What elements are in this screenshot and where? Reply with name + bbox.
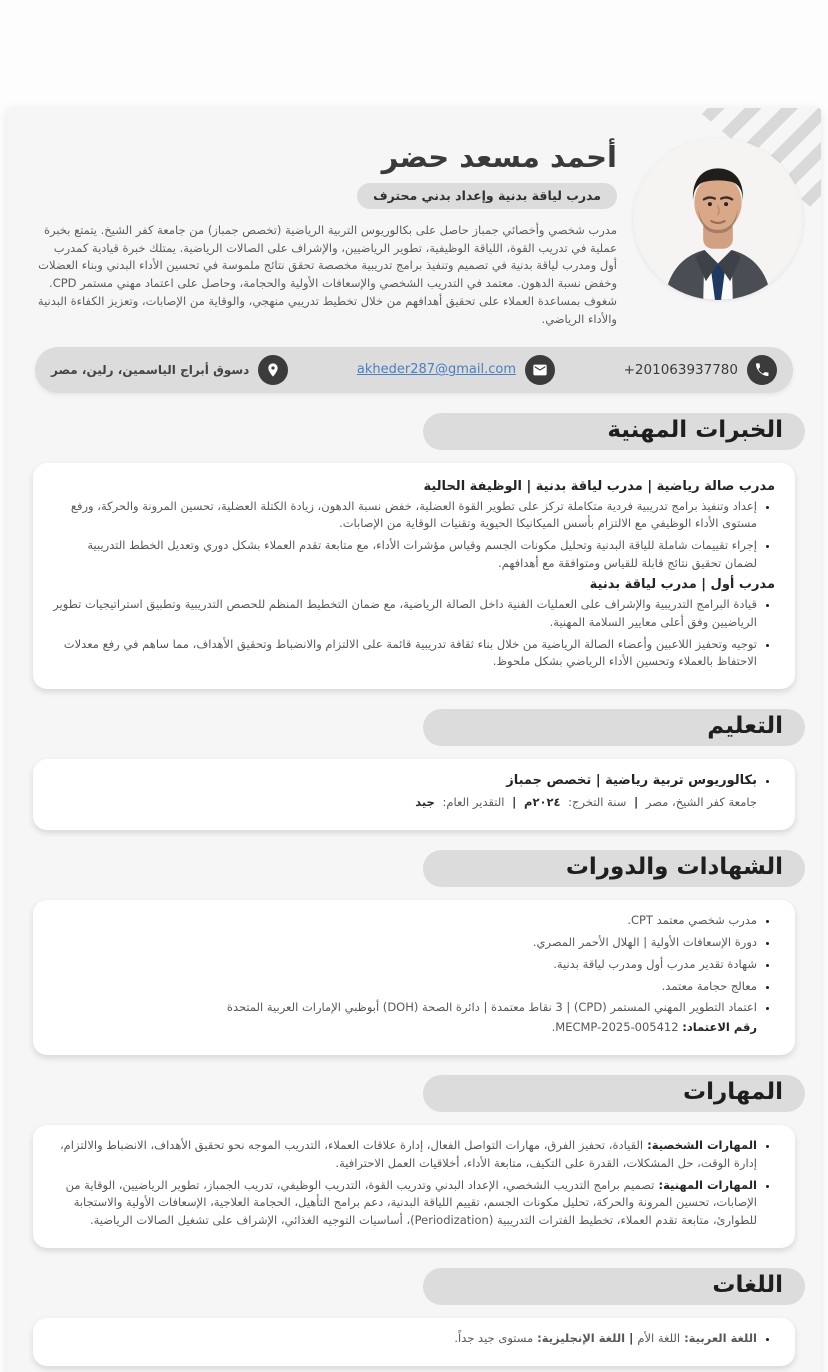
- phone-number: +201063937780: [623, 361, 738, 378]
- cv-header: [7, 108, 821, 329]
- contact-email: [357, 355, 555, 385]
- contact-bar: [35, 347, 793, 393]
- phone-glyph: [754, 362, 770, 378]
- cv-page: [7, 108, 821, 1372]
- section-languages: [7, 1268, 821, 1366]
- certification-item: • مدرب شخصي معتمد CPT.: [53, 912, 757, 930]
- arabic-label: اللغة العربية:: [684, 1331, 757, 1346]
- candidate-name: أحمد مسعد حضر: [381, 140, 617, 174]
- certification-item: • معالج حجامة معتمد.: [53, 978, 757, 996]
- education-list: [53, 771, 775, 812]
- bullet-item: • إجراء تقييمات شاملة للياقة البدنية وتحليل مكونات الجسم وقياس مؤشرات الأداء، مع متابعة تقدم العملاء بشكل دوري وتعديل الخطط التدريبية لضمان تحقيق نتائج قابلة للقياس ومتوافقة مع أهدافهم.: [53, 537, 757, 573]
- school-name: جامعة كفر الشيخ، مصر: [645, 795, 757, 810]
- degree-details: [53, 794, 757, 812]
- certifications-list: [53, 912, 775, 1037]
- job-bullets: [53, 498, 775, 573]
- grade-value: جيد: [415, 795, 435, 810]
- language-item: [53, 1330, 757, 1348]
- personal-skills-text: القيادة، تحفيز الفرق، مهارات التواصل الفعال، إدارة علاقات العملاء، التدريب الموجه نحو تحقيق الأهداف، الانضباط والالتزام، إدارة الوقت، حل المشكلات، القدرة على التكيف، متابعة الأداء، أخلاقيات العمل الاحترافية.: [59, 1138, 757, 1170]
- bullet-item: • قيادة البرامج التدريبية والإشراف على العمليات الفنية داخل الصالة الرياضية، مع ضمان التخطيط المنظم للحصص التدريبية وتطبيق استراتيجيات تطوير الرياضيين وفق أعلى معايير السلامة المهنية.: [53, 596, 757, 632]
- section-heading-certifications: الشهادات والدورات: [423, 850, 805, 887]
- skills-list: [53, 1137, 775, 1230]
- accreditation-label: رقم الاعتماد:: [682, 1020, 757, 1035]
- section-heading-education: التعليم: [423, 709, 805, 746]
- accreditation-number: MECMP-2025-005412.: [551, 1020, 679, 1035]
- location-pin-glyph: [265, 362, 281, 378]
- contact-phone: [624, 355, 777, 385]
- grade-label: التقدير العام:: [442, 795, 505, 810]
- english-label: اللغة الإنجليزية:: [537, 1331, 626, 1346]
- certification-item: [53, 999, 757, 1037]
- contact-address: [51, 355, 288, 385]
- email-link[interactable]: akheder287@gmail.com: [356, 362, 517, 378]
- job-entry-senior: [53, 577, 775, 671]
- section-heading-languages: اللغات: [423, 1268, 805, 1305]
- section-education: [7, 709, 821, 830]
- degree-title: • بكالوريوس تربية رياضية | تخصص جمباز: [506, 773, 757, 789]
- professional-summary: مدرب شخصي وأخصائي جمباز حاصل على بكالوريوس التربية الرياضية (تخصص جمباز) من جامعة كفر الشيخ. يتمتع بخبرة عملية في تدريب القوة، اللياقة الوظيفية، تطوير الرياضيين، والإشراف على الصالات الرياضية. يمتلك خبرة قيادية كمدرب أول ومدرب لياقة بدنية في تصميم وتنفيذ برامج تدريبية مخصصة تحقق نتائج ملموسة في تحسين الأداء البدني وبناء العضلات وخفض نسبة الدهون. معتمد في التدريب الشخصي والإسعافات الأولية والحجامة، وحاصل على اعتماد مهني مستمر CPD. شغوف بمساعدة العملاء على تحقيق أهدافهم من خلال تخطيط تدريبي منهجي، والوقاية من الإصابات، وتعزيز الكفاءة البدنية والأداء الرياضي.: [37, 222, 617, 326]
- languages-card: [33, 1318, 795, 1366]
- certification-item: • شهادة تقدير مدرب أول ومدرب لياقة بدنية.: [53, 956, 757, 974]
- english-level: مستوى جيد جداً.: [454, 1331, 534, 1346]
- section-experience: [7, 413, 821, 690]
- section-skills: [7, 1075, 821, 1248]
- graduation-label: سنة التخرج:: [568, 795, 627, 810]
- personal-skills-label: المهارات الشخصية:: [647, 1138, 757, 1152]
- certifications-card: [33, 900, 795, 1055]
- header-text-column: [35, 128, 617, 329]
- professional-skills-label: المهارات المهنية:: [658, 1177, 757, 1192]
- certification-item: • دورة الإسعافات الأولية | الهلال الأحمر المصري.: [53, 934, 757, 952]
- location-pin-icon: [258, 355, 288, 385]
- job-title: مدرب أول | مدرب لياقة بدنية: [589, 576, 775, 592]
- job-entry-current: [53, 479, 775, 573]
- job-bullets: [53, 596, 775, 671]
- envelope-glyph: [532, 362, 548, 378]
- arabic-level: اللغة الأم: [637, 1331, 681, 1346]
- job-title-badge: مدرب لياقة بدنية وإعداد بدني محترف: [357, 183, 617, 209]
- separator: |: [634, 795, 639, 810]
- personal-skills-item: [53, 1137, 757, 1173]
- bullet-item: • إعداد وتنفيذ برامج تدريبية فردية متكاملة تركز على تطوير القوة العضلية، خفض نسبة الدهون، زيادة الكتلة العضلية، تحسين المرونة والحركة، ورفع مستوى الأداء الوظيفي مع الالتزام بأسس الميكانيكا الحيوية وتقنيات الوقاية من الإصابات.: [53, 498, 757, 534]
- separator: |: [629, 1331, 634, 1346]
- education-item: [53, 771, 757, 812]
- experience-card: [33, 463, 795, 690]
- skills-card: [33, 1125, 795, 1248]
- section-heading-skills: المهارات: [423, 1075, 805, 1112]
- profile-photo: [633, 138, 803, 300]
- person-avatar-illustration: [633, 138, 803, 300]
- envelope-icon: [525, 355, 555, 385]
- phone-icon: [747, 355, 777, 385]
- education-card: [33, 759, 795, 830]
- professional-skills-item: [53, 1177, 757, 1230]
- graduation-year: ٢٠٢٤م: [524, 795, 561, 810]
- languages-list: [53, 1330, 775, 1348]
- title-badge-row: [35, 183, 617, 209]
- photo-column: [617, 128, 803, 329]
- bullet-item: • توجيه وتحفيز اللاعبين وأعضاء الصالة الرياضية من خلال بناء ثقافة تدريبية قائمة على الالتزام والانضباط وتحقيق الأهداف، مما ساهم في رفع معدلات الاحتفاظ بالعملاء وتحسين الأداء الرياضي بشكل ملحوظ.: [53, 636, 757, 672]
- section-heading-experience: الخبرات المهنية: [423, 413, 805, 450]
- certification-text: اعتماد التطوير المهني المستمر (CPD) | 3 نقاط معتمدة | دائرة الصحة (DOH) أبوظبي الإمارات العربية المتحدة: [226, 1000, 757, 1015]
- separator: |: [512, 795, 517, 810]
- professional-skills-text: تصميم برامج التدريب الشخصي، الإعداد البدني وتدريب القوة، التدريب الوظيفي، تدريب الجمباز، تطوير الرياضيين، الوقاية من الإصابات، تحسين المرونة والحركة، تحليل مكونات الجسم، تقييم اللياقة البدنية، دعم برامج التأهيل، الحجامة العلاجية، الإسعافات الأولية والاستجابة للطوارئ، متابعة تقدم العملاء، تخطيط الفترات التدريبية (Periodization)، أساسيات التوجيه الغذائي، الإشراف على تشغيل الصالات الرياضية.: [65, 1177, 757, 1228]
- accreditation-ref: [53, 1019, 757, 1037]
- job-title: مدرب صالة رياضية | مدرب لياقة بدنية | الوظيفة الحالية: [423, 478, 775, 494]
- address-text: دسوق أبراج الياسمين، رلين، مصر: [51, 362, 250, 377]
- section-certifications: [7, 850, 821, 1055]
